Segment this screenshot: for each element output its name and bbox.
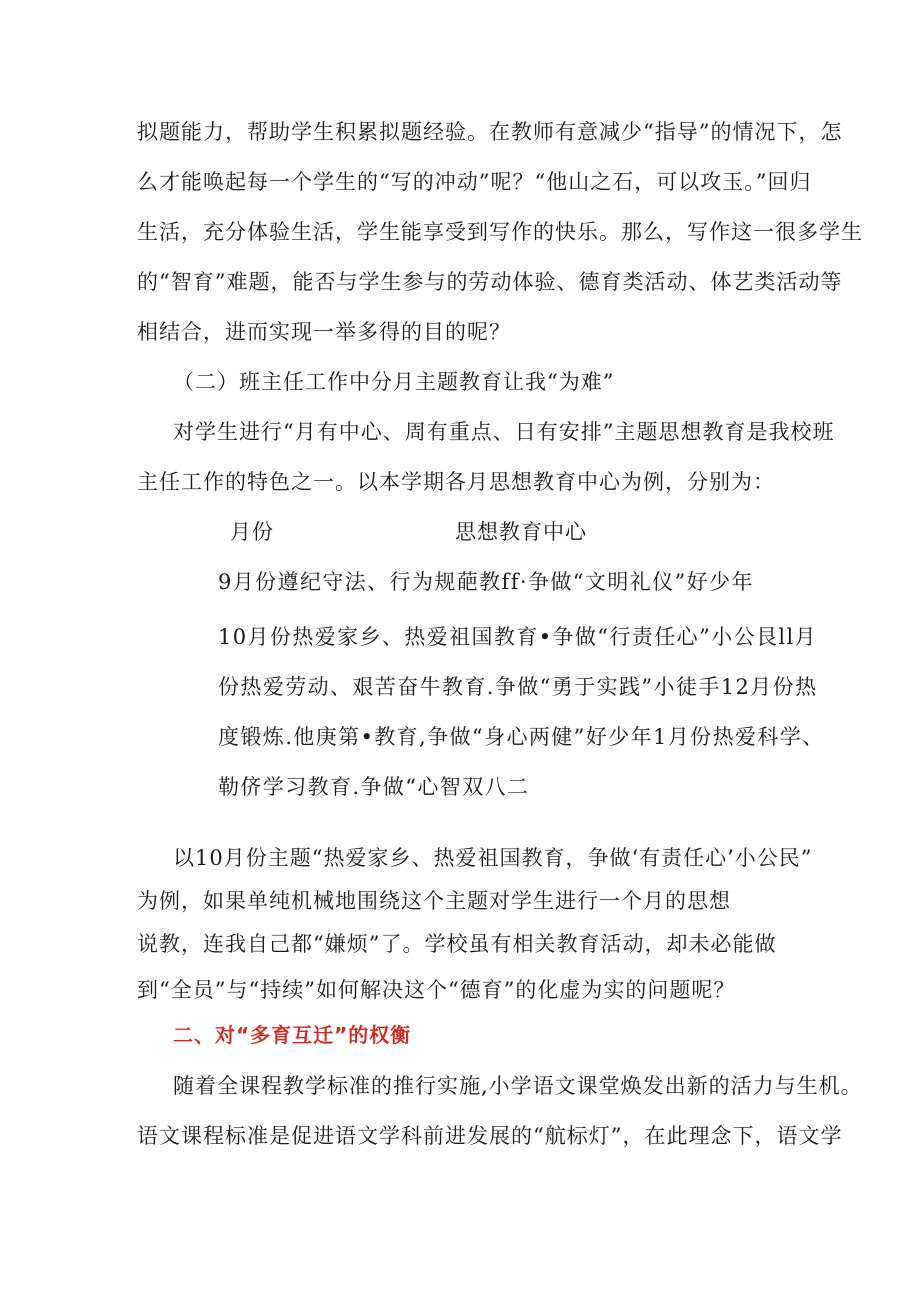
paragraph-1-line-3: 生活，充分体验生活，学生能享受到写作的快乐。那么，写作这一很多学生 bbox=[137, 220, 863, 244]
paragraph-1-line-5: 相结合，进而实现一举多得的目的呢？ bbox=[137, 320, 511, 344]
paragraph-4-line-2: 语文课程标准是促进语文学科前进发展的“航标灯”，在此理念下，语文学 bbox=[137, 1124, 843, 1148]
table-row: 份热爱劳动、艰苦奋牛教育.争做“勇于实践”小徒手12月份热 bbox=[218, 675, 818, 699]
paragraph-4-line-1: 随着全课程教学标准的推行实施,小学语文课堂焕发出新的活力与生机。 bbox=[173, 1074, 863, 1098]
table-row: 度锻炼.他庚第•教育,争做“身心两健”好少年1月份热爱科学、 bbox=[218, 725, 825, 749]
paragraph-3-line-1: 以10月份主题“热爱家乡、热爱祖国教育，争做‘有责任心’小公民” bbox=[173, 846, 813, 870]
paragraph-1-line-2: 么才能唤起每一个学生的“写的冲动”呢？“他山之石，可以攻玉。”回归 bbox=[137, 170, 812, 194]
paragraph-3-line-2: 为例，如果单纯机械地围绕这个主题对学生进行一个月的思想 bbox=[137, 889, 731, 913]
paragraph-2-line-1: 对学生进行“月有中心、周有重点、日有安排”主题思想教育是我校班 bbox=[173, 420, 835, 444]
subheading: （二）班主任工作中分月主题教育让我“为难” bbox=[173, 370, 615, 394]
table-header-month: 月份 bbox=[230, 520, 274, 544]
table-row: 10月份热爱家乡、热爱祖国教育•争做“行责任心”小公艮ll月 bbox=[218, 625, 818, 649]
section-heading: 二、对“多育互迁”的权衡 bbox=[173, 1023, 412, 1047]
table-row: 勒侪学习教育.争做“心智双八二 bbox=[218, 775, 530, 799]
paragraph-3-line-3: 说教，连我自己都“嫌烦”了。学校虽有相关教育活动，却未必能做 bbox=[137, 932, 777, 956]
paragraph-1-line-4: 的“智育”难题，能否与学生参与的劳动体验、德育类活动、体艺类活动等 bbox=[137, 270, 843, 294]
table-header-center: 思想教育中心 bbox=[455, 520, 587, 544]
paragraph-1-line-1: 拟题能力，帮助学生积累拟题经验。在教师有意减少“指导”的情况下，怎 bbox=[137, 120, 843, 144]
table-row: 9月份遵纪守法、行为规葩教ff·争做“文明礼仪”好少年 bbox=[218, 570, 754, 594]
paragraph-3-line-4: 到“全员”与“持续”如何解决这个“德育”的化虚为实的问题呢？ bbox=[137, 978, 736, 1002]
paragraph-2-line-2: 主任工作的特色之一。以本学期各月思想教育中心为例，分别为： bbox=[137, 470, 775, 494]
